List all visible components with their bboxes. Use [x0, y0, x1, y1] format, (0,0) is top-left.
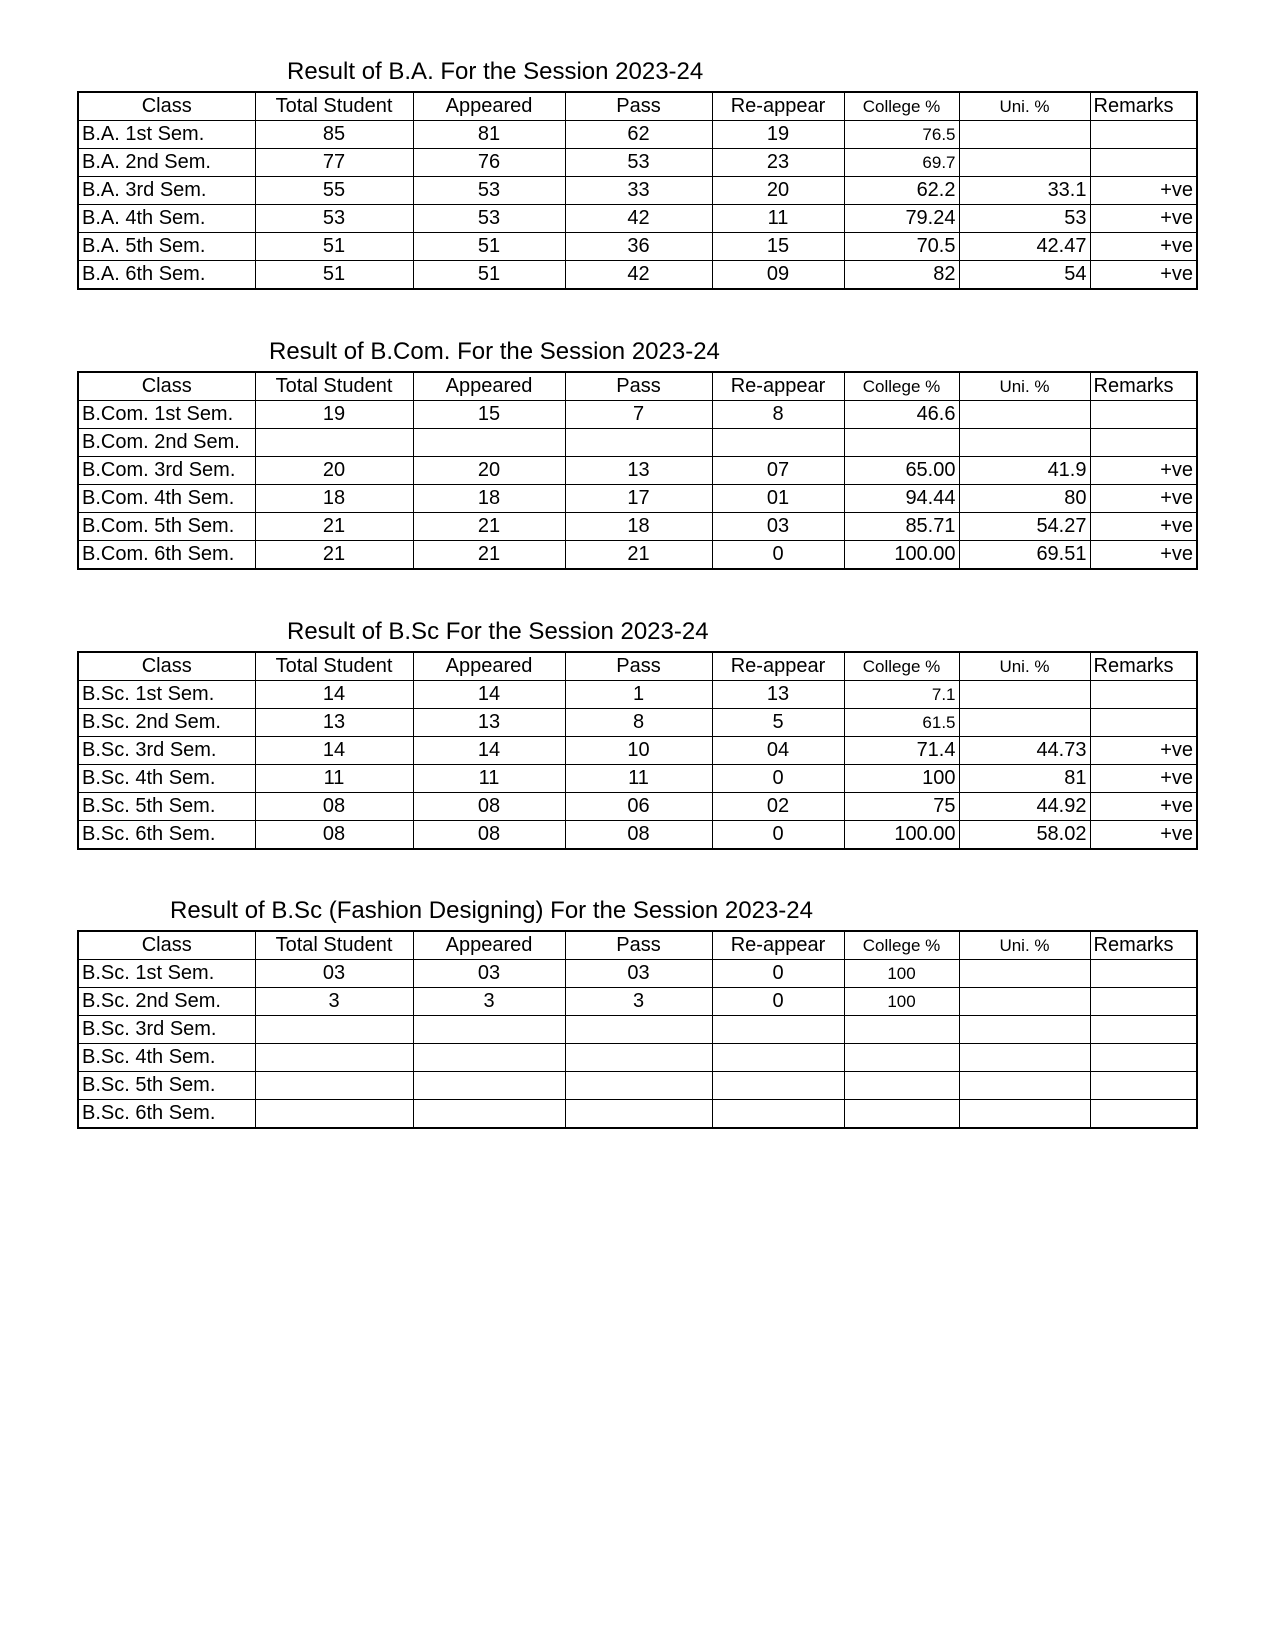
cell-pass: 21 — [565, 541, 712, 570]
cell-remarks: +ve — [1090, 793, 1197, 821]
cell-class: B.A. 3rd Sem. — [78, 177, 255, 205]
cell-remarks: +ve — [1090, 233, 1197, 261]
cell-total-student — [255, 1044, 413, 1072]
cell-total-student: 3 — [255, 988, 413, 1016]
cell-uni-percent: 41.9 — [959, 457, 1090, 485]
cell-appeared: 51 — [413, 261, 565, 290]
cell-college-percent — [844, 1016, 959, 1044]
cell-re-appear: 09 — [712, 261, 844, 290]
table-row — [78, 457, 1197, 485]
cell-total-student — [255, 1072, 413, 1100]
table-row — [78, 988, 1197, 1016]
table-row — [78, 793, 1197, 821]
cell-college-percent — [844, 1072, 959, 1100]
cell-remarks: +ve — [1090, 737, 1197, 765]
cell-re-appear: 19 — [712, 121, 844, 149]
cell-uni-percent — [959, 709, 1090, 737]
cell-uni-percent: 54 — [959, 261, 1090, 290]
cell-uni-percent — [959, 1044, 1090, 1072]
cell-uni-percent: 54.27 — [959, 513, 1090, 541]
cell-appeared: 13 — [413, 709, 565, 737]
cell-appeared: 08 — [413, 793, 565, 821]
header-college-percent: College % — [844, 652, 959, 681]
cell-pass: 10 — [565, 737, 712, 765]
section-title: Result of B.A. For the Session 2023-24 — [287, 58, 704, 85]
header-college-percent: College % — [844, 931, 959, 960]
cell-re-appear: 0 — [712, 765, 844, 793]
cell-re-appear: 8 — [712, 401, 844, 429]
cell-class: B.A. 2nd Sem. — [78, 149, 255, 177]
cell-class: B.Com. 4th Sem. — [78, 485, 255, 513]
header-appeared: Appeared — [413, 372, 565, 401]
cell-appeared: 81 — [413, 121, 565, 149]
cell-class: B.Com. 5th Sem. — [78, 513, 255, 541]
section-title: Result of B.Sc (Fashion Designing) For the Session 2023-24 — [170, 897, 813, 924]
cell-total-student: 21 — [255, 513, 413, 541]
header-uni-percent: Uni. % — [959, 92, 1090, 121]
cell-re-appear: 04 — [712, 737, 844, 765]
cell-pass: 06 — [565, 793, 712, 821]
cell-appeared — [413, 1100, 565, 1129]
bsc-result-table — [77, 651, 1198, 850]
cell-appeared: 76 — [413, 149, 565, 177]
cell-re-appear: 15 — [712, 233, 844, 261]
header-remarks: Remarks — [1090, 652, 1197, 681]
cell-pass: 3 — [565, 988, 712, 1016]
cell-appeared: 53 — [413, 205, 565, 233]
cell-remarks: +ve — [1090, 513, 1197, 541]
header-uni-percent: Uni. % — [959, 372, 1090, 401]
cell-pass: 36 — [565, 233, 712, 261]
cell-pass: 17 — [565, 485, 712, 513]
table-header-row — [78, 652, 1197, 681]
cell-pass: 33 — [565, 177, 712, 205]
cell-college-percent: 100 — [844, 960, 959, 988]
table-header-row — [78, 92, 1197, 121]
cell-total-student — [255, 429, 413, 457]
cell-re-appear: 0 — [712, 988, 844, 1016]
bsc-fashion-result-table — [77, 930, 1198, 1129]
cell-remarks — [1090, 121, 1197, 149]
cell-pass — [565, 1072, 712, 1100]
table-row — [78, 121, 1197, 149]
cell-uni-percent — [959, 960, 1090, 988]
cell-class: B.Sc. 6th Sem. — [78, 821, 255, 850]
table-row — [78, 1100, 1197, 1129]
table-row — [78, 737, 1197, 765]
table-row — [78, 681, 1197, 709]
cell-uni-percent: 33.1 — [959, 177, 1090, 205]
cell-appeared: 21 — [413, 513, 565, 541]
cell-class: B.Sc. 4th Sem. — [78, 1044, 255, 1072]
cell-class: B.A. 5th Sem. — [78, 233, 255, 261]
table-row — [78, 233, 1197, 261]
cell-appeared: 14 — [413, 681, 565, 709]
cell-re-appear — [712, 1072, 844, 1100]
cell-total-student: 20 — [255, 457, 413, 485]
cell-appeared: 21 — [413, 541, 565, 570]
ba-result-table — [77, 91, 1198, 290]
cell-college-percent: 62.2 — [844, 177, 959, 205]
cell-total-student: 14 — [255, 681, 413, 709]
table-row — [78, 821, 1197, 850]
cell-remarks — [1090, 709, 1197, 737]
cell-appeared: 14 — [413, 737, 565, 765]
cell-remarks — [1090, 401, 1197, 429]
cell-appeared: 03 — [413, 960, 565, 988]
cell-college-percent: 71.4 — [844, 737, 959, 765]
table-row — [78, 960, 1197, 988]
table-row — [78, 541, 1197, 570]
cell-total-student: 08 — [255, 821, 413, 850]
cell-appeared — [413, 1072, 565, 1100]
cell-college-percent: 75 — [844, 793, 959, 821]
cell-remarks — [1090, 681, 1197, 709]
cell-total-student — [255, 1016, 413, 1044]
cell-uni-percent — [959, 1100, 1090, 1129]
section-title: Result of B.Com. For the Session 2023-24 — [269, 338, 720, 365]
cell-re-appear — [712, 1044, 844, 1072]
table-row — [78, 1044, 1197, 1072]
table-header-row — [78, 372, 1197, 401]
cell-class: B.Sc. 3rd Sem. — [78, 737, 255, 765]
cell-pass: 1 — [565, 681, 712, 709]
cell-class: B.Sc. 1st Sem. — [78, 960, 255, 988]
cell-remarks: +ve — [1090, 765, 1197, 793]
cell-uni-percent: 53 — [959, 205, 1090, 233]
table-row — [78, 765, 1197, 793]
cell-class: B.Com. 1st Sem. — [78, 401, 255, 429]
cell-re-appear: 02 — [712, 793, 844, 821]
cell-total-student: 51 — [255, 233, 413, 261]
cell-pass: 53 — [565, 149, 712, 177]
cell-uni-percent — [959, 401, 1090, 429]
cell-class: B.A. 4th Sem. — [78, 205, 255, 233]
table-header-row — [78, 931, 1197, 960]
table-row — [78, 261, 1197, 290]
table-row — [78, 709, 1197, 737]
cell-uni-percent — [959, 681, 1090, 709]
cell-remarks: +ve — [1090, 541, 1197, 570]
table-row — [78, 1016, 1197, 1044]
cell-class: B.Com. 6th Sem. — [78, 541, 255, 570]
cell-class: B.Sc. 2nd Sem. — [78, 988, 255, 1016]
header-re-appear: Re-appear — [712, 931, 844, 960]
cell-re-appear — [712, 1100, 844, 1129]
header-total-student: Total Student — [255, 372, 413, 401]
cell-appeared: 15 — [413, 401, 565, 429]
cell-college-percent: 100 — [844, 765, 959, 793]
cell-class: B.Sc. 3rd Sem. — [78, 1016, 255, 1044]
cell-total-student: 08 — [255, 793, 413, 821]
header-pass: Pass — [565, 931, 712, 960]
cell-remarks — [1090, 988, 1197, 1016]
cell-uni-percent — [959, 1072, 1090, 1100]
header-total-student: Total Student — [255, 931, 413, 960]
cell-pass: 8 — [565, 709, 712, 737]
cell-appeared — [413, 1044, 565, 1072]
cell-re-appear — [712, 429, 844, 457]
cell-college-percent: 7.1 — [844, 681, 959, 709]
cell-class: B.Sc. 5th Sem. — [78, 1072, 255, 1100]
cell-pass — [565, 1100, 712, 1129]
cell-remarks — [1090, 1016, 1197, 1044]
section-title: Result of B.Sc For the Session 2023-24 — [287, 618, 709, 645]
cell-uni-percent: 44.92 — [959, 793, 1090, 821]
cell-total-student: 11 — [255, 765, 413, 793]
header-class: Class — [78, 931, 255, 960]
cell-uni-percent — [959, 149, 1090, 177]
header-appeared: Appeared — [413, 931, 565, 960]
cell-uni-percent — [959, 429, 1090, 457]
cell-college-percent: 61.5 — [844, 709, 959, 737]
cell-re-appear: 5 — [712, 709, 844, 737]
cell-pass — [565, 429, 712, 457]
cell-pass: 62 — [565, 121, 712, 149]
cell-uni-percent — [959, 1016, 1090, 1044]
table-row — [78, 205, 1197, 233]
cell-college-percent: 79.24 — [844, 205, 959, 233]
cell-re-appear: 07 — [712, 457, 844, 485]
cell-remarks — [1090, 960, 1197, 988]
cell-total-student: 53 — [255, 205, 413, 233]
header-college-percent: College % — [844, 92, 959, 121]
cell-appeared — [413, 1016, 565, 1044]
cell-uni-percent: 69.51 — [959, 541, 1090, 570]
table-row — [78, 513, 1197, 541]
cell-class: B.Com. 3rd Sem. — [78, 457, 255, 485]
cell-remarks: +ve — [1090, 457, 1197, 485]
cell-pass: 42 — [565, 205, 712, 233]
cell-re-appear: 13 — [712, 681, 844, 709]
cell-appeared: 3 — [413, 988, 565, 1016]
cell-pass: 08 — [565, 821, 712, 850]
cell-class: B.Sc. 6th Sem. — [78, 1100, 255, 1129]
header-remarks: Remarks — [1090, 92, 1197, 121]
cell-college-percent: 65.00 — [844, 457, 959, 485]
header-appeared: Appeared — [413, 652, 565, 681]
cell-class: B.Sc. 2nd Sem. — [78, 709, 255, 737]
cell-college-percent: 46.6 — [844, 401, 959, 429]
cell-appeared: 08 — [413, 821, 565, 850]
table-row — [78, 177, 1197, 205]
header-re-appear: Re-appear — [712, 92, 844, 121]
cell-pass: 18 — [565, 513, 712, 541]
cell-uni-percent: 80 — [959, 485, 1090, 513]
cell-re-appear: 03 — [712, 513, 844, 541]
cell-remarks — [1090, 1100, 1197, 1129]
header-total-student: Total Student — [255, 92, 413, 121]
cell-total-student: 21 — [255, 541, 413, 570]
cell-total-student — [255, 1100, 413, 1129]
cell-re-appear: 0 — [712, 821, 844, 850]
cell-remarks — [1090, 149, 1197, 177]
cell-pass: 11 — [565, 765, 712, 793]
cell-college-percent: 100.00 — [844, 821, 959, 850]
cell-uni-percent — [959, 121, 1090, 149]
header-college-percent: College % — [844, 372, 959, 401]
cell-total-student: 13 — [255, 709, 413, 737]
cell-pass — [565, 1044, 712, 1072]
cell-appeared: 18 — [413, 485, 565, 513]
cell-remarks — [1090, 1044, 1197, 1072]
cell-total-student: 19 — [255, 401, 413, 429]
cell-college-percent — [844, 1100, 959, 1129]
cell-remarks: +ve — [1090, 261, 1197, 290]
cell-total-student: 14 — [255, 737, 413, 765]
cell-college-percent — [844, 1044, 959, 1072]
cell-college-percent: 70.5 — [844, 233, 959, 261]
cell-uni-percent: 58.02 — [959, 821, 1090, 850]
cell-total-student: 77 — [255, 149, 413, 177]
cell-re-appear: 0 — [712, 960, 844, 988]
table-row — [78, 1072, 1197, 1100]
cell-total-student: 51 — [255, 261, 413, 290]
table-row — [78, 485, 1197, 513]
cell-college-percent: 82 — [844, 261, 959, 290]
cell-class: B.Com. 2nd Sem. — [78, 429, 255, 457]
cell-class: B.Sc. 4th Sem. — [78, 765, 255, 793]
cell-pass: 13 — [565, 457, 712, 485]
cell-college-percent: 76.5 — [844, 121, 959, 149]
cell-pass: 7 — [565, 401, 712, 429]
cell-pass: 42 — [565, 261, 712, 290]
bcom-result-table — [77, 371, 1198, 570]
table-row — [78, 149, 1197, 177]
cell-re-appear: 11 — [712, 205, 844, 233]
cell-college-percent: 100.00 — [844, 541, 959, 570]
cell-remarks — [1090, 1072, 1197, 1100]
cell-appeared: 11 — [413, 765, 565, 793]
header-remarks: Remarks — [1090, 372, 1197, 401]
cell-uni-percent: 44.73 — [959, 737, 1090, 765]
cell-class: B.Sc. 5th Sem. — [78, 793, 255, 821]
cell-appeared — [413, 429, 565, 457]
header-uni-percent: Uni. % — [959, 652, 1090, 681]
header-remarks: Remarks — [1090, 931, 1197, 960]
header-class: Class — [78, 652, 255, 681]
cell-pass — [565, 1016, 712, 1044]
cell-appeared: 51 — [413, 233, 565, 261]
cell-uni-percent — [959, 988, 1090, 1016]
cell-remarks: +ve — [1090, 485, 1197, 513]
cell-remarks — [1090, 429, 1197, 457]
cell-re-appear: 01 — [712, 485, 844, 513]
header-class: Class — [78, 92, 255, 121]
header-pass: Pass — [565, 92, 712, 121]
cell-re-appear: 23 — [712, 149, 844, 177]
cell-pass: 03 — [565, 960, 712, 988]
cell-class: B.Sc. 1st Sem. — [78, 681, 255, 709]
cell-total-student: 85 — [255, 121, 413, 149]
cell-college-percent: 69.7 — [844, 149, 959, 177]
cell-class: B.A. 6th Sem. — [78, 261, 255, 290]
cell-class: B.A. 1st Sem. — [78, 121, 255, 149]
header-re-appear: Re-appear — [712, 372, 844, 401]
cell-re-appear — [712, 1016, 844, 1044]
cell-re-appear: 20 — [712, 177, 844, 205]
header-pass: Pass — [565, 372, 712, 401]
cell-remarks: +ve — [1090, 177, 1197, 205]
header-uni-percent: Uni. % — [959, 931, 1090, 960]
header-appeared: Appeared — [413, 92, 565, 121]
cell-college-percent: 85.71 — [844, 513, 959, 541]
cell-re-appear: 0 — [712, 541, 844, 570]
cell-total-student: 55 — [255, 177, 413, 205]
header-class: Class — [78, 372, 255, 401]
cell-remarks: +ve — [1090, 205, 1197, 233]
cell-appeared: 53 — [413, 177, 565, 205]
cell-uni-percent: 42.47 — [959, 233, 1090, 261]
cell-remarks: +ve — [1090, 821, 1197, 850]
header-total-student: Total Student — [255, 652, 413, 681]
cell-college-percent: 100 — [844, 988, 959, 1016]
header-pass: Pass — [565, 652, 712, 681]
table-row — [78, 429, 1197, 457]
cell-total-student: 18 — [255, 485, 413, 513]
table-row — [78, 401, 1197, 429]
cell-total-student: 03 — [255, 960, 413, 988]
cell-college-percent: 94.44 — [844, 485, 959, 513]
cell-appeared: 20 — [413, 457, 565, 485]
header-re-appear: Re-appear — [712, 652, 844, 681]
cell-college-percent — [844, 429, 959, 457]
cell-uni-percent: 81 — [959, 765, 1090, 793]
